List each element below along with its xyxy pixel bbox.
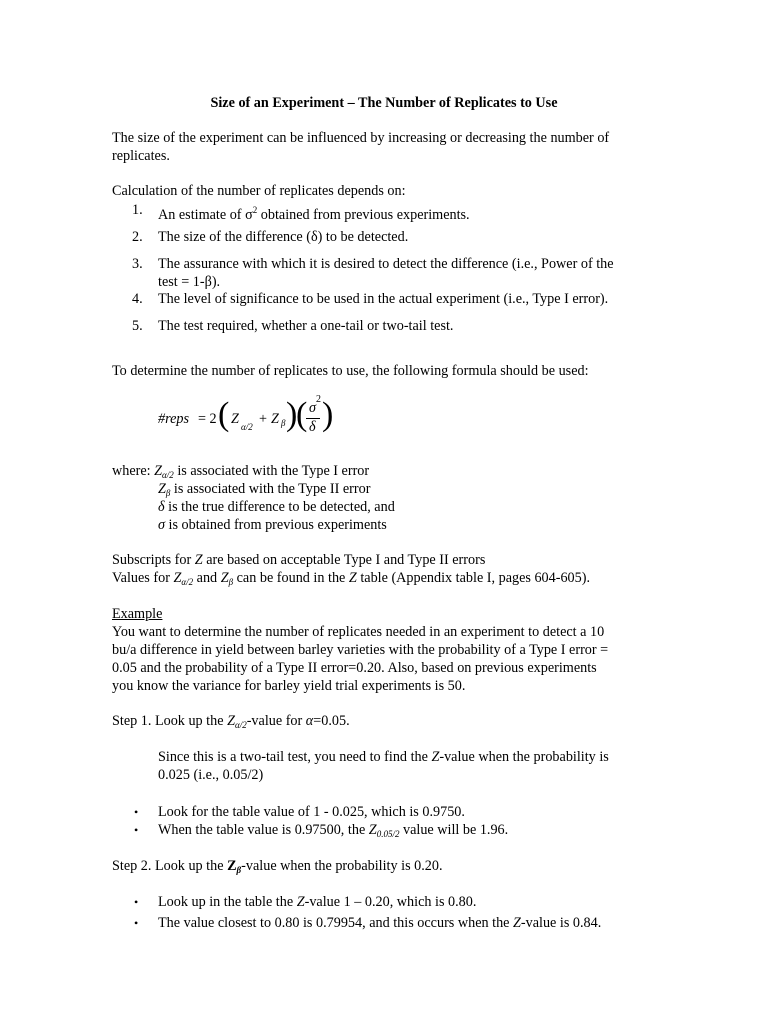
step-1: Step 1. Look up the $Z_{\alpha/2}$-value for α=0.05. xyxy=(112,713,350,730)
list-number: 1. xyxy=(132,202,143,218)
list-number: 5. xyxy=(132,318,143,334)
formula-exponent: 2 xyxy=(316,394,321,405)
formula-z-beta: Z xyxy=(271,411,279,427)
formula-plus: + xyxy=(259,411,268,427)
formula-paren-left: ( xyxy=(218,396,230,433)
step-1-text-2: 0.025 (i.e., 0.05/2) xyxy=(158,767,264,783)
page-title: Size of an Experiment – The Number of Replicates to Use xyxy=(210,95,558,111)
step-1-bullet-2: When the table value is 0.97500, the $Z_{0.05/2}$ value will be 1.96. xyxy=(158,822,509,839)
calc-heading: Calculation of the number of replicates depends on: xyxy=(112,183,406,199)
example-line-1: You want to determine the number of replicates needed in an experiment to detect a 10 xyxy=(112,624,605,640)
list-item: The size of the difference (δ) to be detected. xyxy=(158,229,409,245)
example-line-3: 0.05 and the probability of a Type II error=0.20. Also, based on previous experiments xyxy=(112,660,597,676)
example-line-4: you know the variance for barley yield trial experiments is 50. xyxy=(112,678,466,694)
list-item-continued: test = 1-β). xyxy=(158,274,221,290)
formula-z-beta-subscript: β xyxy=(281,418,286,428)
step-1-text-1: Since this is a two-tail test, you need to find the Z-value when the probability is xyxy=(158,749,609,765)
formula-intro: To determine the number of replicates to use, the following formula should be used: xyxy=(112,363,589,379)
intro-line-1: The size of the experiment can be influenced by increasing or decreasing the number of xyxy=(112,130,610,146)
formula-sigma: σ xyxy=(309,400,316,416)
intro-line-2: replicates. xyxy=(112,148,170,164)
list-item: The assurance with which it is desired to detect the difference (i.e., Power of the xyxy=(158,256,614,272)
formula-z-alpha: Z xyxy=(231,411,239,427)
where-line-1: where: $Z_{\alpha/2}$ is associated with the Type I error xyxy=(112,463,370,480)
bullet-icon: • xyxy=(134,895,139,909)
formula-lhs: #reps xyxy=(158,411,190,427)
step-2-bullet-1: Look up in the table the Z-value 1 – 0.20, which is 0.80. xyxy=(158,894,477,910)
where-line-4: σ is obtained from previous experiments xyxy=(158,517,387,533)
formula-paren-right: ) xyxy=(286,396,298,433)
formula-delta: δ xyxy=(309,419,316,435)
formula-z-alpha-subscript: α/2 xyxy=(241,422,253,432)
bullet-icon: • xyxy=(134,805,139,819)
step-2: Step 2. Look up the $Z_\beta$-value when the probability is 0.20. xyxy=(112,858,443,875)
step-2-bullet-2: The value closest to 0.80 is 0.79954, and this occurs when the Z-value is 0.84. xyxy=(158,915,602,931)
replicates-formula xyxy=(158,394,358,444)
formula-equals: = 2 xyxy=(198,411,217,427)
values-line: Values for $Z_{\alpha/2}$ and $Z_\beta$ can be found in the Z table (Appendix table I, pages 604-605). xyxy=(112,570,591,587)
bullet-icon: • xyxy=(134,916,139,930)
list-item: The level of significance to be used in the actual experiment (i.e., Type I error). xyxy=(158,291,609,307)
formula-paren-left-2: ( xyxy=(296,396,308,433)
list-number: 2. xyxy=(132,229,143,245)
formula-paren-right-2: ) xyxy=(322,396,334,433)
list-item: The test required, whether a one-tail or two-tail test. xyxy=(158,318,454,334)
example-heading: Example xyxy=(112,606,163,622)
list-number: 3. xyxy=(132,256,143,272)
example-line-2: bu/a difference in yield between barley varieties with the probability of a Type I error = xyxy=(112,642,609,658)
bullet-icon: • xyxy=(134,823,139,837)
list-number: 4. xyxy=(132,291,143,307)
where-line-2: $Z_\beta$ is associated with the Type II error xyxy=(158,481,371,498)
where-line-3: δ is the true difference to be detected, and xyxy=(158,499,395,515)
step-1-bullet-1: Look for the table value of 1 - 0.025, which is 0.9750. xyxy=(158,804,465,820)
list-item: An estimate of $\sigma^2$ obtained from previous experiments. xyxy=(158,205,470,223)
subscripts-line: Subscripts for Z are based on acceptable Type I and Type II errors xyxy=(112,552,486,568)
